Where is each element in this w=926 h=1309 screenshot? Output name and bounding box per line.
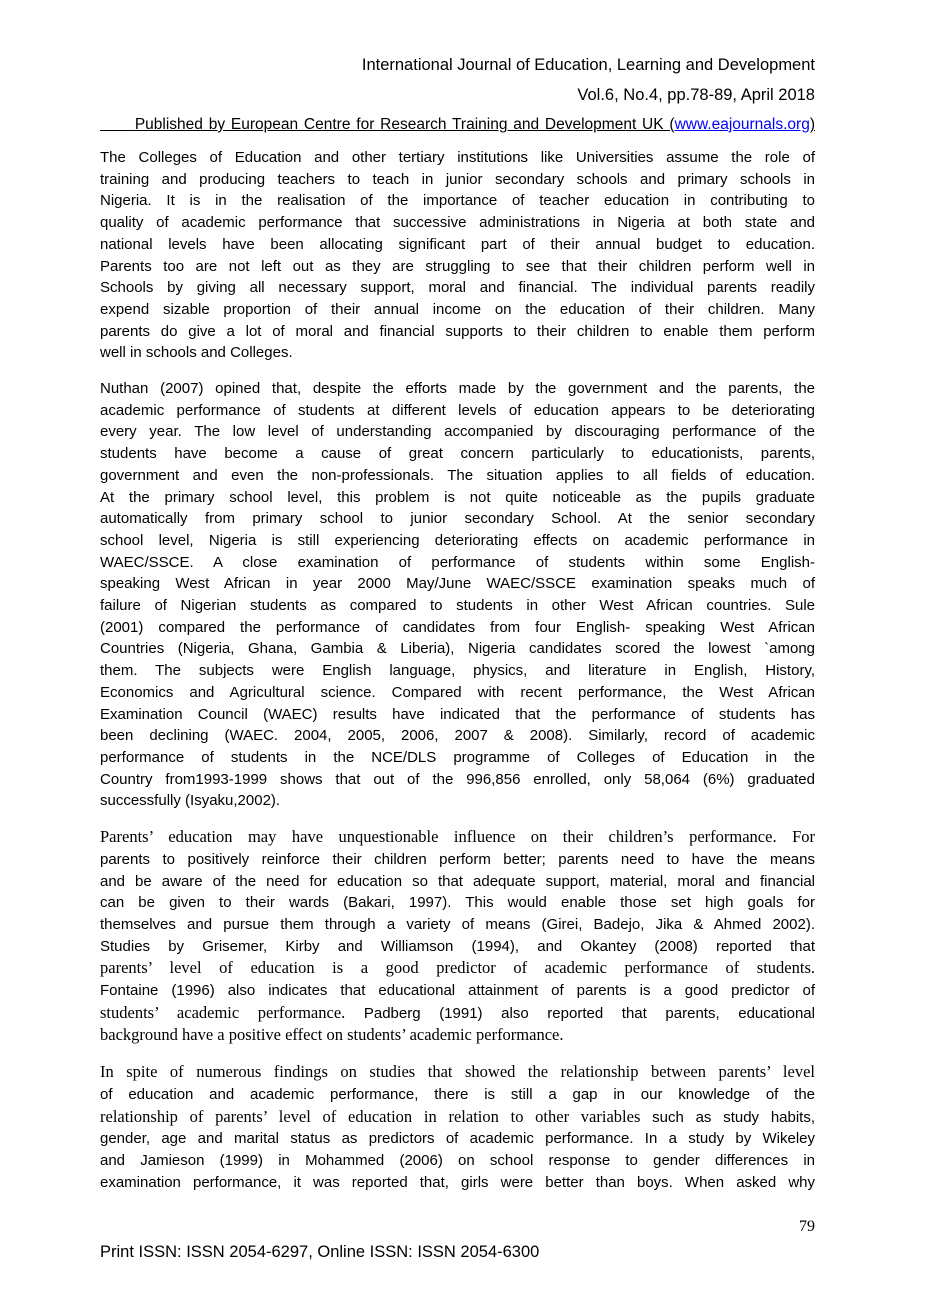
text-line: been declining (WAEC. 2004, 2005, 2006, 2007 & 2008). Similarly, record of academic (100, 727, 815, 745)
text-line: of education and academic performance, there is still a gap in our knowledge of the (100, 1085, 815, 1103)
body-paragraphs (100, 147, 815, 1193)
text-line: relationship of parents’ level of education in relation to other variables such as study habits, (100, 1106, 816, 1126)
text-line: quality of academic performance that successive administrations in Nigeria at both state and (100, 214, 815, 232)
text-line: At the primary school level, this problem is not quite noticeable as the pupils graduate (100, 488, 815, 506)
paragraph (100, 1061, 815, 1193)
text-line: themselves and pursue them through a variety of means (Girei, Badejo, Jika & Ahmed 2002). (100, 915, 815, 933)
text-line: gender, age and marital status as predictors of academic performance. In a study by Wikeley (100, 1130, 815, 1148)
text-line: Country from1993-1999 shows that out of the 996,856 enrolled, only 58,064 (6%) graduated (100, 770, 815, 788)
text-line: (2001) compared the performance of candidates from four English- speaking West African (100, 618, 815, 636)
text-line: training and producing teachers to teach in junior secondary schools and primary schools in (100, 170, 815, 188)
text-line: academic performance of students at different levels of education appears to be deteriorating (100, 401, 815, 419)
text-line: WAEC/SSCE. A close examination of performance of students within some English- (100, 553, 815, 571)
text-line: Parents too are not left out as they are struggling to see that their children perform well in (100, 257, 815, 275)
published-text: Published by European Centre for Research Training and Development UK ( (134, 116, 675, 133)
text-line: Nigeria. It is in the realisation of the importance of teacher education in contributing to (100, 192, 815, 210)
paragraph (100, 378, 815, 812)
text-line: parents’ level of education is a good predictor of academic performance of students. (100, 958, 815, 978)
text-line: school level, Nigeria is still experiencing deteriorating effects on academic performance in (100, 531, 815, 549)
issn-line: Print ISSN: ISSN 2054-6297, Online ISSN: ISSN 2054-6300 (100, 1243, 540, 1262)
text-line: national levels have been allocating significant part of their annual budget to education. (100, 235, 815, 253)
text-line: government and even the non-professionals. The situation applies to all fields of education. (100, 466, 815, 484)
journal-website-link[interactable]: www.eajournals.org (674, 116, 810, 133)
text-line: Parents’ education may have unquestionable influence on their children’s performance. For (100, 827, 815, 847)
text-line: parents do give a lot of moral and financial supports to their children to enable them perform (100, 322, 815, 340)
text-line: automatically from primary school to junior secondary School. At the senior secondary (100, 510, 815, 528)
text-line: expend sizable proportion of their annual income on the education of their children. Many (100, 300, 815, 318)
page-number: 79 (799, 1218, 815, 1236)
text-line: In spite of numerous findings on studies that showed the relationship between parents’ level (100, 1062, 815, 1082)
text-line: them. The subjects were English language, physics, and literature in English, History, (100, 662, 815, 680)
leading-tab (100, 116, 135, 133)
text-line: can be given to their wards (Bakari, 1997). This would enable those set high goals for (100, 894, 815, 912)
paragraph (100, 147, 815, 364)
text-line: background have a positive effect on students’ academic performance. (100, 1025, 564, 1045)
text-line: Examination Council (WAEC) results have indicated that the performance of students has (100, 705, 815, 723)
published-suffix: ) (809, 116, 815, 133)
text-line: Studies by Grisemer, Kirby and Williamson (1994), and Okantey (2008) reported that (100, 937, 815, 955)
text-line: failure of Nigerian students as compared to students in other West African countries. Sule (100, 597, 815, 615)
published-line (100, 110, 815, 140)
text-line: speaking West African in year 2000 May/June WAEC/SSCE examination speaks much of (100, 575, 815, 593)
text-line: and be aware of the need for education so that adequate support, material, moral and financial (100, 872, 815, 890)
text-line: Nuthan (2007) opined that, despite the efforts made by the government and the parents, the (100, 380, 815, 398)
text-line: examination performance, it was reported that, girls were better than boys. When asked why (100, 1173, 815, 1191)
journal-title: International Journal of Education, Learning and Development (361, 56, 815, 74)
text-line: Countries (Nigeria, Ghana, Gambia & Liberia), Nigeria candidates scored the lowest `among (100, 640, 815, 658)
text-line: Economics and Agricultural science. Compared with recent performance, the West African (100, 683, 815, 701)
text-line: students have become a cause of great concern particularly to educationists, parents, (100, 445, 815, 463)
page-footer (100, 1217, 815, 1263)
text-line: students’ academic performance. Padberg (1991) also reported that parents, educational (100, 1002, 815, 1022)
text-line: every year. The low level of understanding accompanied by discouraging performance of the (100, 423, 815, 441)
volume-info: Vol.6, No.4, pp.78-89, April 2018 (577, 86, 815, 104)
text-line: performance of students in the NCE/DLS programme of Colleges of Education in the (100, 748, 815, 766)
text-line: and Jamieson (1999) in Mohammed (2006) on school response to gender differences in (100, 1151, 815, 1169)
text-line: well in schools and Colleges. (100, 344, 293, 362)
text-line: successfully (Isyaku,2002). (100, 792, 281, 810)
paragraph (100, 826, 815, 1047)
text-line: Fontaine (1996) also indicates that educational attainment of parents is a good predictor of (100, 982, 815, 1000)
text-line: The Colleges of Education and other tertiary institutions like Universities assume the role of (100, 149, 815, 166)
text-line: parents to positively reinforce their children perform better; parents need to have the means (100, 850, 815, 868)
page-header (100, 50, 815, 140)
text-line: Schools by giving all necessary support, moral and financial. The individual parents readily (100, 279, 815, 297)
